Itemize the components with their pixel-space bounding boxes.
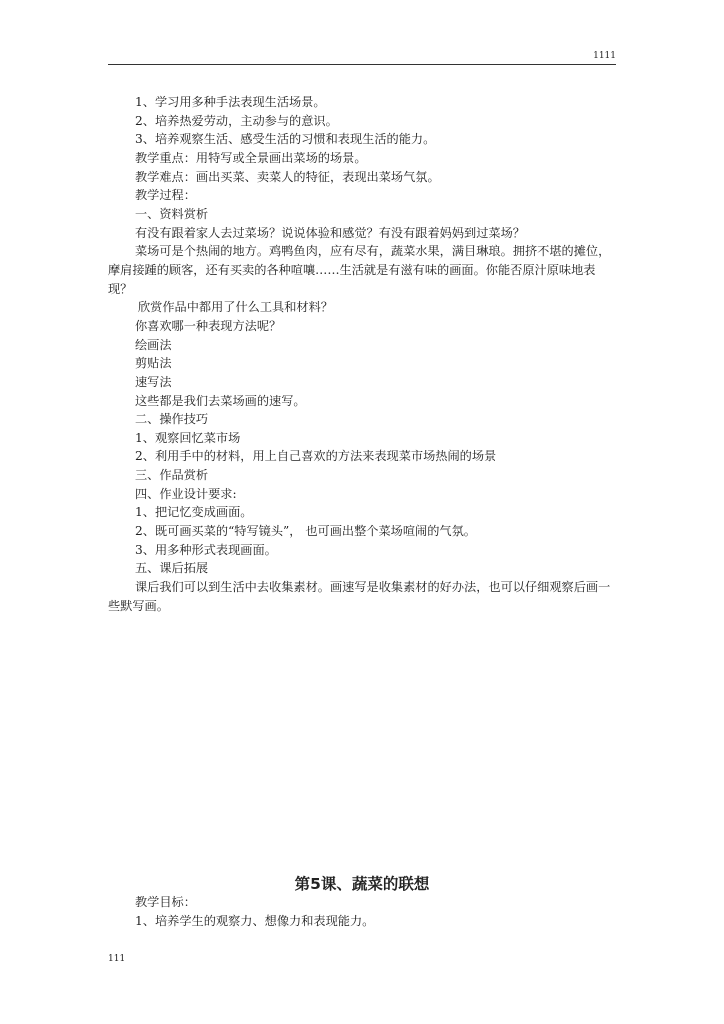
- section-heading: 五、课后拓展: [135, 561, 209, 576]
- paragraph: 菜场可是个热闹的地方。鸡鸭鱼肉，应有尽有，蔬菜水果，满目琳琅。拥挤不堪的摊位，摩肩接踵的顾客，还有买卖的各种喧嚷……生活就是有滋有味的画面。你能否原汁原味地表现？: [108, 244, 611, 296]
- paragraph: 教学目标：: [135, 895, 196, 909]
- footer-page-number: 111: [108, 954, 126, 964]
- paragraph: 欣赏作品中都用了什么工具和材料？: [138, 300, 333, 315]
- header-rule: [108, 64, 616, 65]
- section-heading: 二、操作技巧: [135, 412, 209, 427]
- paragraph: 3、培养观察生活、感受生活的习惯和表现生活的能力。: [135, 132, 436, 147]
- paragraph: 1、观察回忆菜市场: [135, 430, 241, 445]
- lesson-title: 第5课、蔬菜的联想: [294, 875, 430, 893]
- paragraph: 速写法: [135, 374, 172, 389]
- paragraph: 教学过程：: [135, 188, 196, 203]
- lesson-body: [108, 893, 616, 930]
- paragraph: 绘画法: [135, 337, 172, 352]
- section-heading: 三、作品赏析: [135, 468, 209, 483]
- paragraph: 教学重点：用特写或全景画出菜场的场景。: [135, 150, 367, 165]
- paragraph: 这些都是我们去菜场画的速写。: [135, 393, 306, 408]
- paragraph: 有没有跟着家人去过菜场？说说体验和感觉？有没有跟着妈妈到过菜场？: [135, 225, 525, 240]
- paragraph: 2、培养热爱劳动，主动参与的意识。: [135, 113, 338, 128]
- paragraph: 教学难点：画出买菜、卖菜人的特征，表现出菜场气氛。: [135, 169, 440, 184]
- paragraph: 剪贴法: [135, 356, 172, 371]
- paragraph: 1、培养学生的观察力、想像力和表现能力。: [135, 913, 375, 928]
- paragraph: 你喜欢哪一种表现方法呢？: [135, 318, 282, 333]
- section-heading: 一、资料赏析: [135, 206, 209, 221]
- document-body: [108, 93, 616, 615]
- paragraph: 2、既可画买菜的“特写镜头”， 也可画出整个菜场喧闹的气氛。: [135, 524, 476, 539]
- section-heading: 四、作业设计要求:: [135, 486, 237, 501]
- paragraph: 2、利用手中的材料，用上自己喜欢的方法来表现菜市场热闹的场景: [135, 449, 497, 464]
- paragraph: 1、学习用多种手法表现生活场景。: [135, 95, 326, 109]
- paragraph: 1、把记忆变成画面。: [135, 505, 253, 520]
- header-page-number: 1111: [593, 51, 616, 61]
- paragraph: 课后我们可以到生活中去收集素材。画速写是收集素材的好办法，也可以仔细观察后画一些默写画。: [108, 580, 611, 613]
- paragraph: 3、用多种形式表现画面。: [135, 542, 277, 557]
